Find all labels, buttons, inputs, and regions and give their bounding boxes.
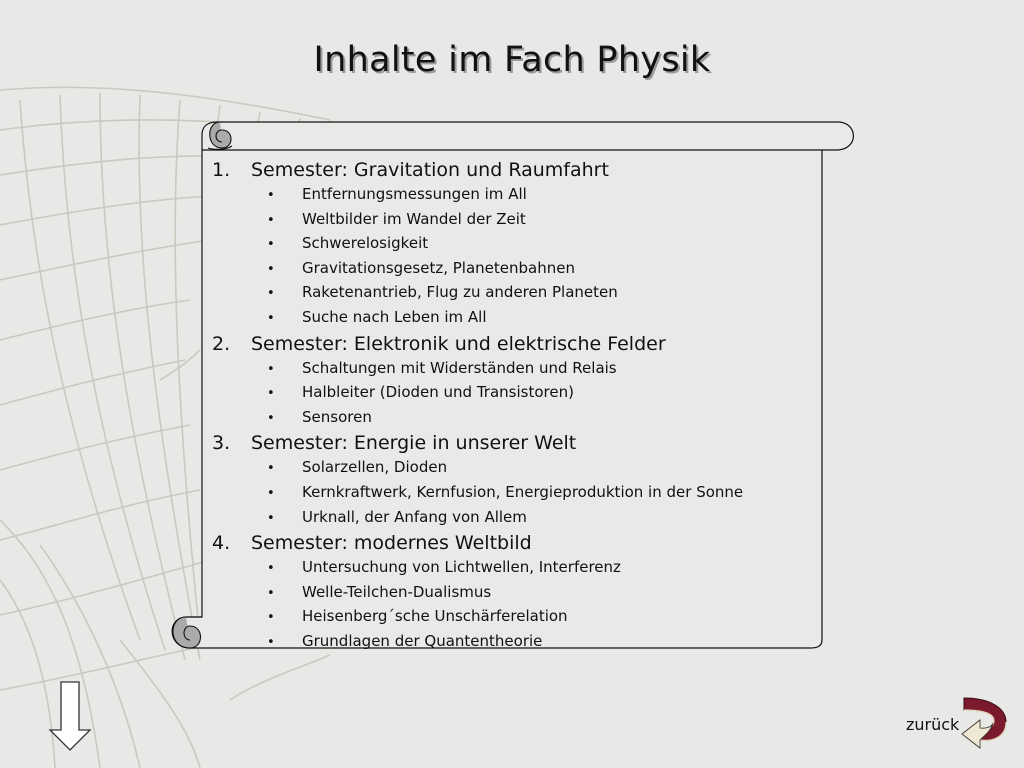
page-title: Inhalte im Fach Physik: [313, 40, 711, 80]
list-item: • Entfernungsmessungen im All: [212, 183, 812, 208]
bullet: •: [267, 510, 275, 526]
bullet: •: [267, 212, 275, 228]
bullet: •: [267, 188, 275, 203]
list-item: • Schaltungen mit Widerständen und Relais: [212, 357, 812, 382]
semester-list: [212, 157, 812, 655]
bullet: •: [267, 361, 275, 377]
list-item: • Solarzellen, Dioden: [212, 456, 812, 481]
down-arrow-icon[interactable]: [48, 680, 92, 752]
bullet: •: [267, 585, 275, 601]
bullet: •: [267, 610, 275, 626]
list-item: • Heisenberg´sche Unschärferelation: [212, 605, 812, 630]
bullet: •: [267, 634, 275, 650]
list-item: • Welle-Teilchen-Dualismus: [212, 581, 812, 606]
semester-label: Semester: Gravitation und Raumfahrt: [251, 159, 609, 181]
semester-label: Semester: Energie in unserer Welt: [251, 432, 577, 455]
list-item: • Suche nach Leben im All: [212, 306, 812, 331]
semester-number: 3.: [212, 432, 231, 455]
bullet: •: [267, 461, 275, 477]
list-item: • Weltbilder im Wandel der Zeit: [212, 208, 812, 233]
bullet: •: [267, 286, 275, 302]
bullet: •: [267, 310, 275, 326]
semester-heading: [212, 530, 812, 556]
semester-number: 4.: [212, 532, 231, 555]
bullet: •: [267, 485, 275, 501]
bullet: •: [267, 561, 275, 577]
topic-list: [212, 183, 812, 331]
back-link[interactable]: zurück: [906, 715, 960, 734]
list-item: • Halbleiter (Dioden und Transistoren): [212, 381, 812, 406]
list-item: • Sensoren: [212, 406, 812, 431]
semester-label: Semester: modernes Weltbild: [251, 532, 532, 555]
bullet: •: [267, 410, 275, 426]
list-item: • Untersuchung von Lichtwellen, Interferenz: [212, 556, 812, 581]
semester-heading: [212, 157, 812, 183]
semester-number: 2.: [212, 332, 231, 355]
list-item: • Urknall, der Anfang von Allem: [212, 506, 812, 531]
bullet: •: [267, 237, 275, 253]
curved-back-arrow-icon[interactable]: [960, 696, 1008, 750]
list-item: • Gravitationsgesetz, Planetenbahnen: [212, 257, 812, 282]
bullet: •: [267, 386, 275, 402]
semester-heading: [212, 430, 812, 456]
topic-list: [212, 556, 812, 654]
semester-heading: [212, 331, 812, 357]
semester-label: Semester: Elektronik und elektrische Felder: [251, 332, 666, 355]
bullet: •: [267, 261, 275, 277]
list-item: • Grundlagen der Quantentheorie: [212, 630, 812, 655]
topic-list: [212, 456, 812, 530]
topic-list: [212, 357, 812, 431]
list-item: • Kernkraftwerk, Kernfusion, Energieproduktion in der Sonne: [212, 481, 812, 506]
list-item: • Schwerelosigkeit: [212, 232, 812, 257]
semester-number: 1.: [212, 159, 231, 181]
list-item: • Raketenantrieb, Flug zu anderen Planeten: [212, 281, 812, 306]
